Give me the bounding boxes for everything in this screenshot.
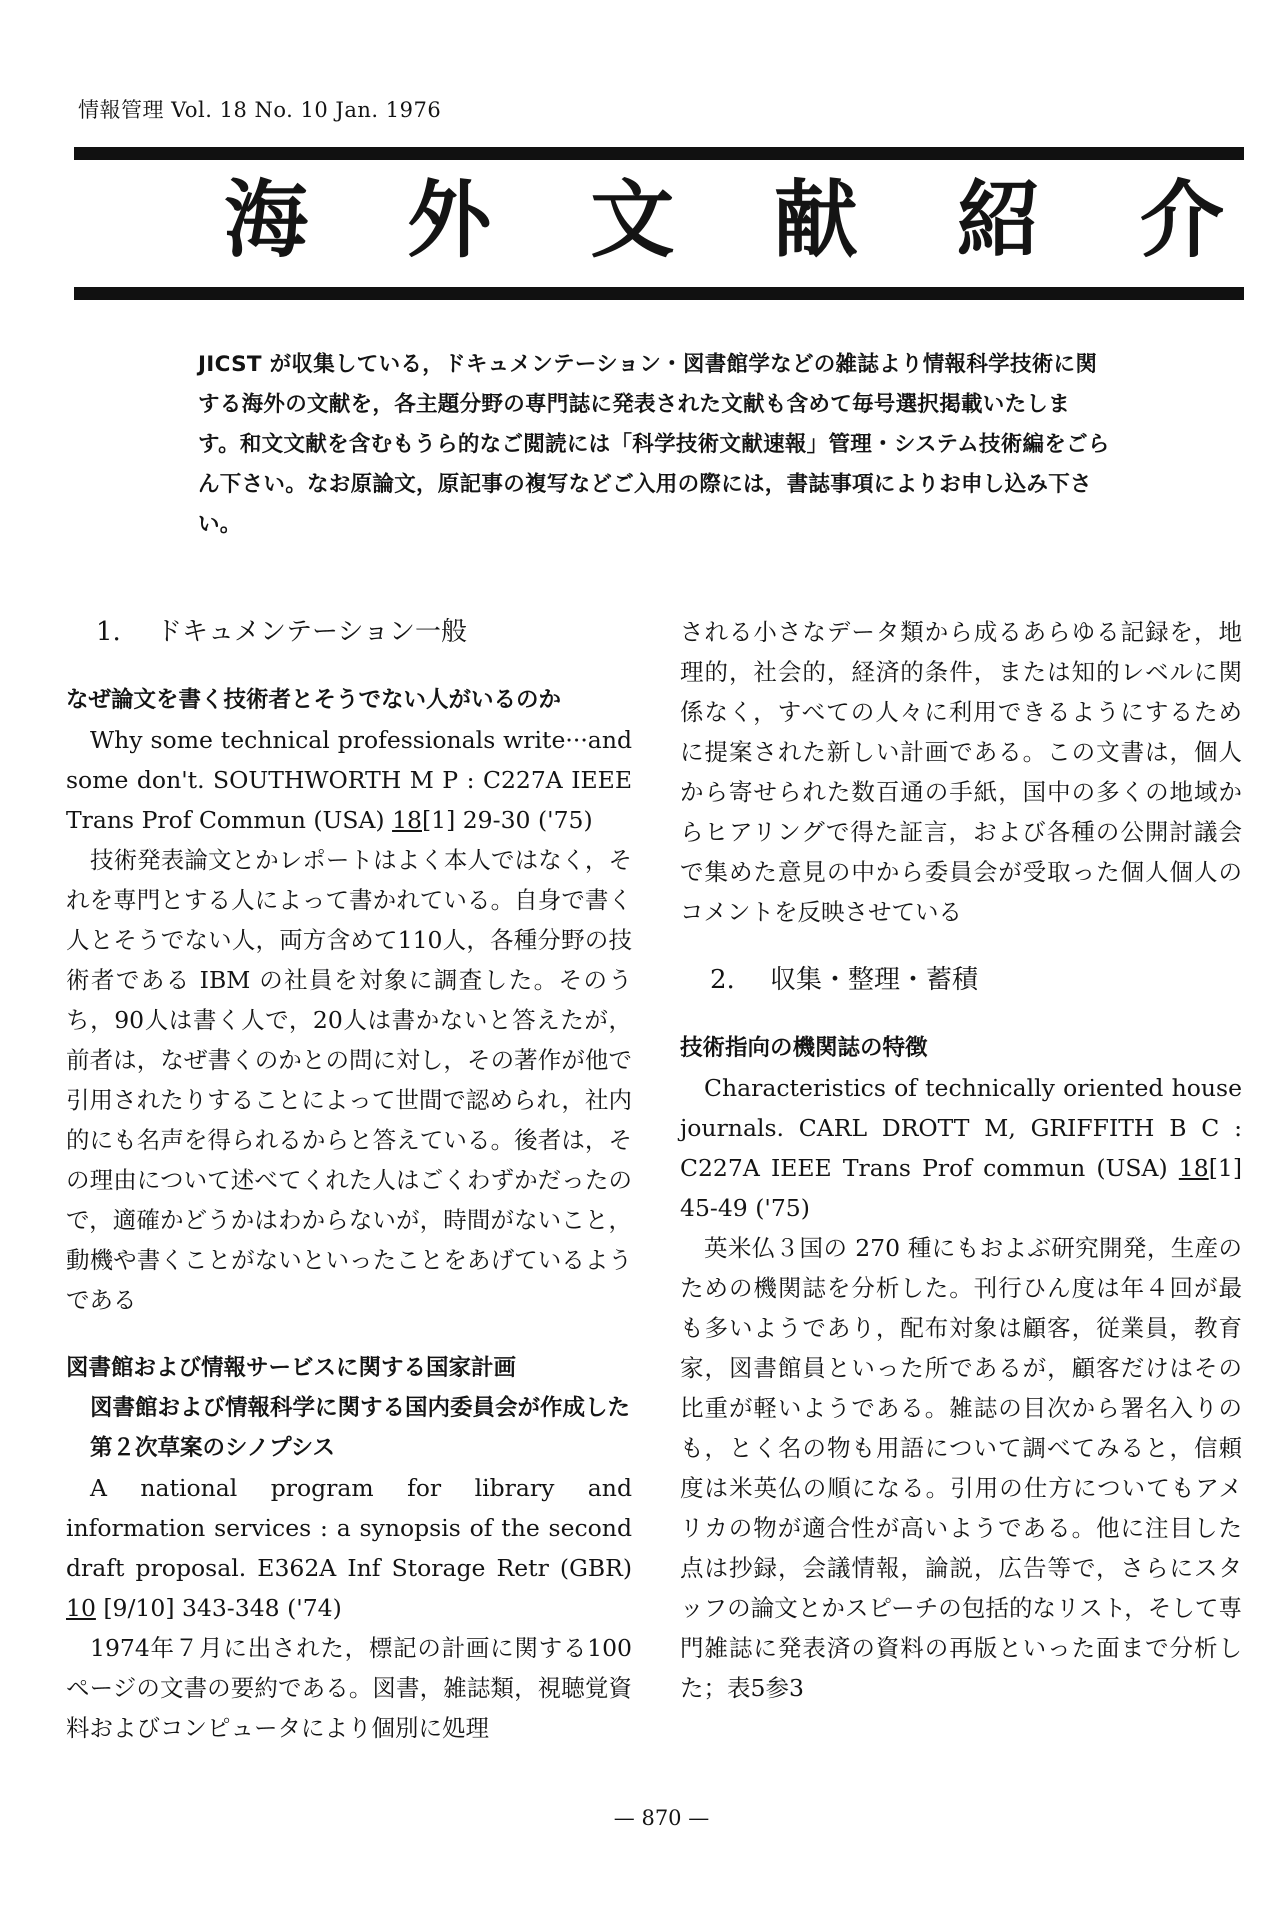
citation-issue: [9/10] 343-348 ('74)	[95, 1594, 342, 1622]
citation-issue: [1] 29-30 ('75)	[421, 806, 593, 834]
left-column	[66, 612, 632, 1748]
title-char: 外	[407, 171, 492, 269]
article-abstract: 技術発表論文とかレポートはよく本人ではなく，それを専門とする人によって書かれている。自身で書く人とそうでない人，両方含めて110人，各種分野の技術者である IBM の社員を対象に調査した。そのうち，90人は書く人で，20人は書かないと答えたが，前者は，なぜ書くのかとの問に対し，その著作が他で引用されたりすることによって世間で認められ，社内的にも名声を得られるからと答えている。後者は，その理由について述べてくれた人はごくわずかだったので，適確かどうかはわからないが，時間がないこと，動機や書くことがないといったことをあげているようである	[66, 846, 632, 1314]
section-heading	[680, 960, 1242, 1000]
citation-text: Why some technical professionals write···and some don't. SOUTHWORTH M P : C227A IEEE Trans Prof Commun (USA)	[66, 726, 632, 834]
bottom-rule	[74, 287, 1244, 300]
article-abstract: 1974年７月に出された，標記の計画に関する100ページの文書の要約である。図書，雑誌類，視聴覚資料およびコンピュータにより個別に処理	[66, 1634, 632, 1742]
article-abstract: 英米仏３国の 270 種にもおよぶ研究開発，生産のための機関誌を分析した。刊行ひん度は年４回が最も多いようであり，配布対象は顧客，従業員，教育家，図書館員といった所であるが，顧客だけはその比重が軽いようである。雑誌の目次から署名入りのも，とく名の物も用語について調べてみると，信頼度は米英仏の順になる。引用の仕方についてもアメリカの物が適合性が高いようである。他に注目した点は抄録，会議情報，論説，広告等で，さらにスタッフの論文とかスピーチの包括的なリスト，そして専門雑誌に発表済の資料の再版といった面まで分析した；表5参3	[680, 1234, 1242, 1702]
citation-text: A national program for library and information services : a synopsis of the second draft proposal. E362A Inf Storage Retr (GBR)	[66, 1474, 632, 1582]
section-title: ドキュメンテーション一般	[156, 617, 467, 647]
article-title: 技術指向の機関誌の特徴	[680, 1035, 928, 1061]
title-char: 紹	[956, 171, 1041, 269]
title-char: 海	[224, 171, 309, 269]
section-number: 2.	[710, 965, 735, 995]
article-title: 図書館および情報サービスに関する国家計画	[66, 1355, 517, 1381]
top-rule	[74, 147, 1244, 160]
citation-text: Characteristics of technically oriented house journals. CARL DROTT M, GRIFFITH B C : C227A IEEE Trans Prof commun (USA)	[680, 1074, 1242, 1182]
title-char: 文	[590, 171, 675, 269]
page-title	[74, 171, 1224, 269]
title-char: 介	[1139, 171, 1224, 269]
article-citation	[680, 1068, 1242, 1228]
journal-header: 情報管理 Vol. 18 No. 10 Jan. 1976	[78, 98, 442, 122]
citation-volume: 10	[66, 1594, 96, 1622]
right-column	[680, 612, 1242, 1708]
citation-volume: 18	[1178, 1154, 1209, 1182]
article-citation	[66, 720, 632, 840]
intro-paragraph: JICST が収集している，ドキュメンテーション・図書館学などの雑誌より情報科学技術に関する海外の文献を，各主題分野の専門誌に発表された文献も含めて毎号選択掲載いたします。和文文献を含むもうら的なご閲読には「科学技術文献速報」管理・システム技術編をごらん下さい。なお原論文，原記事の複写などご入用の際には，書誌事項によりお申し込み下さい。	[198, 352, 1110, 537]
title-char: 献	[773, 171, 858, 269]
citation-volume: 18	[392, 806, 422, 834]
article-title: なぜ論文を書く技術者とそうでない人がいるのか	[66, 687, 562, 713]
section-number: 1.	[96, 617, 121, 647]
section-title: 収集・整理・蓄積	[770, 965, 979, 995]
article-subtitle: 図書館および情報科学に関する国内委員会が作成した第２次草案のシノプシス	[90, 1395, 631, 1461]
section-heading	[66, 612, 632, 652]
article-abstract-continued: される小さなデータ類から成るあらゆる記録を，地理的，社会的，経済的条件，または知的レベルに関係なく，すべての人々に利用できるようにするために提案された新しい計画である。この文書は，個人から寄せられた数百通の手紙，国中の多くの地域からヒアリングで得た証言，および各種の公開討議会で集めた意見の中から委員会が受取った個人個人のコメントを反映させている	[680, 618, 1242, 926]
article-citation	[66, 1468, 632, 1628]
page-number: — 870 —	[613, 1806, 710, 1830]
citation-issue: [1] 45-49 ('75)	[680, 1154, 1242, 1222]
